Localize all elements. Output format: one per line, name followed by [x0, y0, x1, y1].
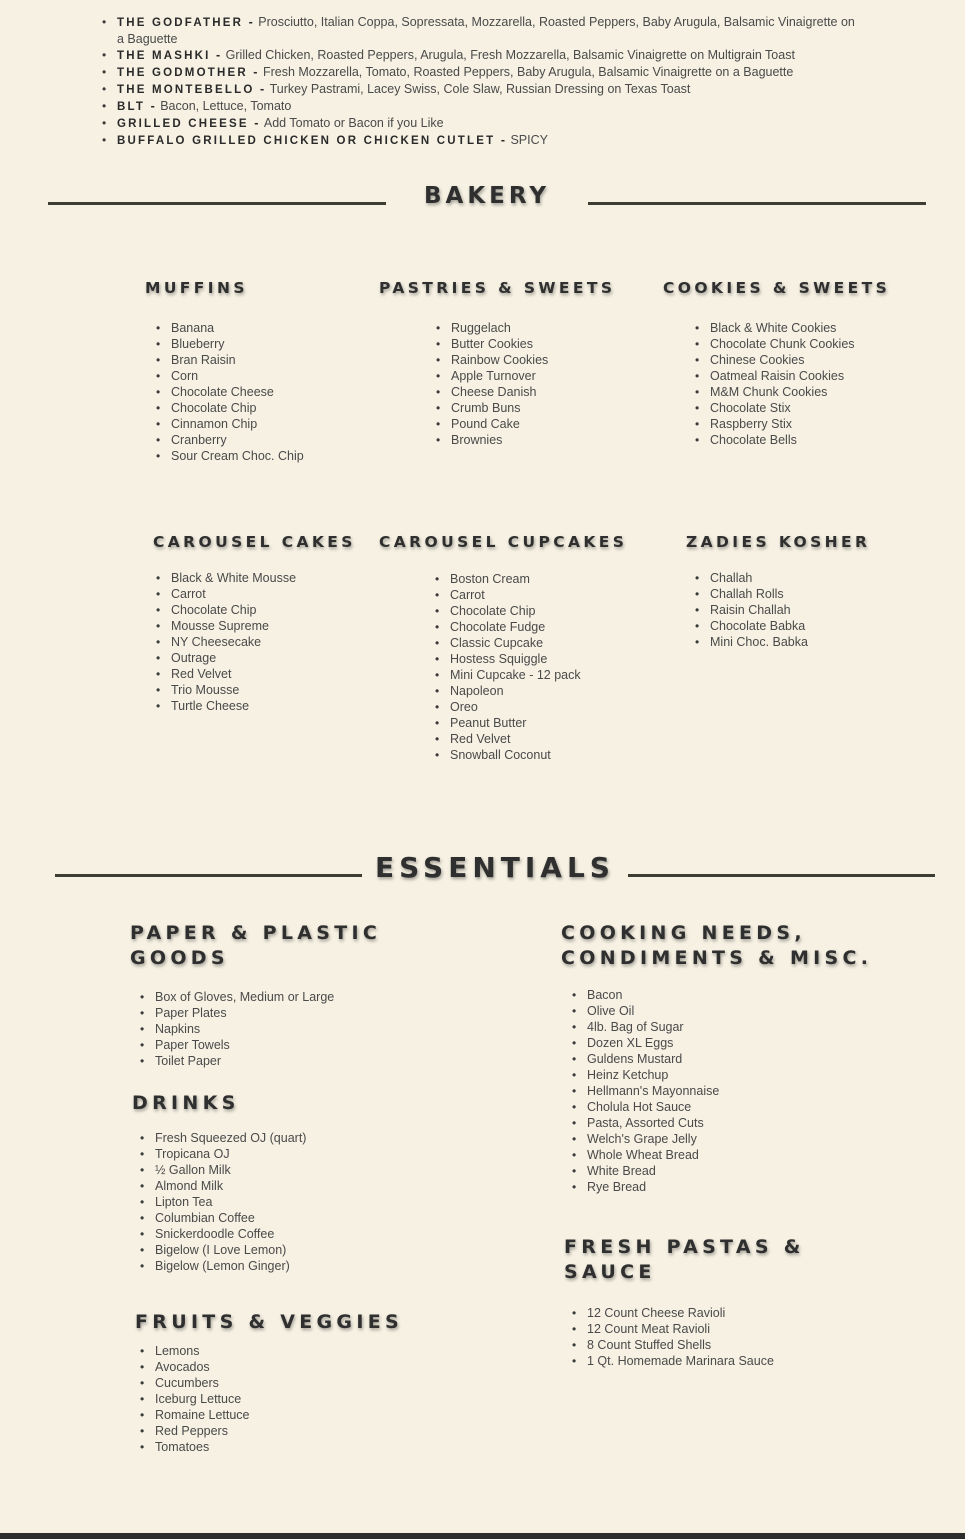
- footer-bar: [0, 1533, 965, 1539]
- pastries-title: PASTRIES & SWEETS: [379, 279, 616, 297]
- bakery-title: BAKERY: [424, 183, 550, 209]
- list-item: • Challah Rolls: [710, 586, 910, 602]
- list-item: • Oreo: [450, 699, 650, 715]
- muffins-list: [171, 320, 371, 464]
- sandwich-separator: -: [497, 133, 509, 147]
- sandwich-description: Prosciutto, Italian Coppa, Sopressata, Mozzarella, Roasted Peppers, Baby Arugula, Balsamic Vinaigrette on a Baguette: [117, 15, 855, 46]
- list-item: • Peanut Butter: [450, 715, 650, 731]
- fruits-veggies-title: FRUITS & VEGGIES: [135, 1311, 403, 1333]
- list-item: • Bacon: [587, 987, 887, 1003]
- list-item: • Chocolate Chip: [171, 400, 371, 416]
- list-item: • Lemons: [155, 1343, 455, 1359]
- list-item: • 4lb. Bag of Sugar: [587, 1019, 887, 1035]
- sandwich-name: THE MONTEBELLO: [117, 84, 255, 96]
- paper-plastic-title: [130, 921, 381, 971]
- sandwich-item: [117, 14, 857, 47]
- fresh-pastas-list: [587, 1305, 887, 1369]
- bakery-rule-left: [48, 202, 386, 205]
- list-item: • Red Velvet: [450, 731, 650, 747]
- list-item: • Iceburg Lettuce: [155, 1391, 455, 1407]
- list-item: • Sour Cream Choc. Chip: [171, 448, 371, 464]
- sandwich-description: Bacon, Lettuce, Tomato: [160, 99, 292, 113]
- list-item: • Pasta, Assorted Cuts: [587, 1115, 887, 1131]
- fresh-pastas-title-line2: SAUCE: [564, 1261, 656, 1283]
- list-item: • Romaine Lettuce: [155, 1407, 455, 1423]
- list-item: • Chinese Cookies: [710, 352, 930, 368]
- list-item: • Turtle Cheese: [171, 698, 371, 714]
- muffins-title: MUFFINS: [145, 279, 248, 297]
- list-item: • 12 Count Meat Ravioli: [587, 1321, 887, 1337]
- sandwich-separator: -: [256, 82, 268, 96]
- sandwich-item: [117, 115, 857, 132]
- list-item: • Paper Towels: [155, 1037, 455, 1053]
- list-item: • Bigelow (Lemon Ginger): [155, 1258, 455, 1274]
- sandwich-description: Turkey Pastrami, Lacey Swiss, Cole Slaw, Russian Dressing on Texas Toast: [269, 82, 691, 96]
- list-item: • Chocolate Cheese: [171, 384, 371, 400]
- essentials-rule-left: [55, 874, 362, 877]
- list-item: • Almond Milk: [155, 1178, 455, 1194]
- list-item: • 1 Qt. Homemade Marinara Sauce: [587, 1353, 887, 1369]
- cupcakes-title: CAROUSEL CUPCAKES: [379, 533, 628, 551]
- list-item: • Crumb Buns: [451, 400, 651, 416]
- list-item: • Welch's Grape Jelly: [587, 1131, 887, 1147]
- cakes-title: CAROUSEL CAKES: [153, 533, 356, 551]
- sandwich-item: [117, 81, 857, 98]
- sandwich-item: [117, 64, 857, 81]
- list-item: • Classic Cupcake: [450, 635, 650, 651]
- list-item: • Raspberry Stix: [710, 416, 930, 432]
- kosher-list: [710, 570, 910, 650]
- cakes-list: [171, 570, 371, 714]
- list-item: • Red Velvet: [171, 666, 371, 682]
- list-item: • Snickerdoodle Coffee: [155, 1226, 455, 1242]
- list-item: • Brownies: [451, 432, 651, 448]
- list-item: • Guldens Mustard: [587, 1051, 887, 1067]
- sandwich-description: SPICY: [510, 133, 548, 147]
- list-item: • Chocolate Babka: [710, 618, 910, 634]
- sandwich-name: BUFFALO GRILLED CHICKEN OR CHICKEN CUTLET: [117, 135, 496, 147]
- sandwich-name: THE GODMOTHER: [117, 67, 248, 79]
- list-item: • 8 Count Stuffed Shells: [587, 1337, 887, 1353]
- list-item: • Red Peppers: [155, 1423, 455, 1439]
- paper-plastic-list: [155, 989, 455, 1069]
- paper-plastic-title-line2: GOODS: [130, 947, 229, 969]
- list-item: • Columbian Coffee: [155, 1210, 455, 1226]
- list-item: • Chocolate Bells: [710, 432, 930, 448]
- list-item: • Toilet Paper: [155, 1053, 455, 1069]
- bakery-rule-right: [588, 202, 926, 205]
- list-item: • 12 Count Cheese Ravioli: [587, 1305, 887, 1321]
- list-item: • Heinz Ketchup: [587, 1067, 887, 1083]
- list-item: • White Bread: [587, 1163, 887, 1179]
- list-item: • Chocolate Stix: [710, 400, 930, 416]
- list-item: • Blueberry: [171, 336, 371, 352]
- list-item: • Apple Turnover: [451, 368, 651, 384]
- list-item: • Dozen XL Eggs: [587, 1035, 887, 1051]
- list-item: • Paper Plates: [155, 1005, 455, 1021]
- list-item: • Bigelow (I Love Lemon): [155, 1242, 455, 1258]
- list-item: • Whole Wheat Bread: [587, 1147, 887, 1163]
- sandwich-description: Add Tomato or Bacon if you Like: [263, 116, 444, 130]
- essentials-title: ESSENTIALS: [375, 851, 615, 884]
- essentials-rule-right: [628, 874, 935, 877]
- list-item: • Mini Choc. Babka: [710, 634, 910, 650]
- list-item: • Napoleon: [450, 683, 650, 699]
- list-item: • Lipton Tea: [155, 1194, 455, 1210]
- list-item: • Hellmann's Mayonnaise: [587, 1083, 887, 1099]
- cookies-list: [710, 320, 930, 448]
- list-item: • Chocolate Fudge: [450, 619, 650, 635]
- list-item: • Carrot: [450, 587, 650, 603]
- list-item: • Challah: [710, 570, 910, 586]
- list-item: • Cinnamon Chip: [171, 416, 371, 432]
- sandwich-separator: -: [249, 65, 261, 79]
- cooking-needs-title: [561, 921, 872, 971]
- sandwich-item: [117, 132, 857, 149]
- fresh-pastas-title-line1: FRESH PASTAS &: [564, 1236, 805, 1258]
- list-item: • Carrot: [171, 586, 371, 602]
- list-item: • Fresh Squeezed OJ (quart): [155, 1130, 455, 1146]
- list-item: • Bran Raisin: [171, 352, 371, 368]
- fresh-pastas-title: [564, 1235, 805, 1285]
- list-item: • Chocolate Chunk Cookies: [710, 336, 930, 352]
- list-item: • M&M Chunk Cookies: [710, 384, 930, 400]
- sandwich-name: BLT: [117, 101, 146, 113]
- kosher-title: ZADIES KOSHER: [686, 533, 871, 551]
- list-item: • Napkins: [155, 1021, 455, 1037]
- sandwich-description: Grilled Chicken, Roasted Peppers, Arugula, Fresh Mozzarella, Balsamic Vinaigrette on Multigrain Toast: [225, 48, 795, 62]
- list-item: • NY Cheesecake: [171, 634, 371, 650]
- drinks-list: [155, 1130, 455, 1274]
- fruits-veggies-list: [155, 1343, 455, 1455]
- cooking-needs-title-line1: COOKING NEEDS,: [561, 922, 806, 944]
- list-item: • Box of Gloves, Medium or Large: [155, 989, 455, 1005]
- list-item: • Rye Bread: [587, 1179, 887, 1195]
- list-item: • Boston Cream: [450, 571, 650, 587]
- list-item: • Mousse Supreme: [171, 618, 371, 634]
- list-item: • Tropicana OJ: [155, 1146, 455, 1162]
- sandwich-item: [117, 47, 857, 64]
- sandwich-name: THE GODFATHER: [117, 17, 244, 29]
- list-item: • Trio Mousse: [171, 682, 371, 698]
- list-item: • Outrage: [171, 650, 371, 666]
- list-item: • Corn: [171, 368, 371, 384]
- list-item: • Banana: [171, 320, 371, 336]
- list-item: • Black & White Mousse: [171, 570, 371, 586]
- list-item: • Chocolate Chip: [171, 602, 371, 618]
- list-item: • Oatmeal Raisin Cookies: [710, 368, 930, 384]
- list-item: • Cranberry: [171, 432, 371, 448]
- list-item: • Cholula Hot Sauce: [587, 1099, 887, 1115]
- sandwich-separator: -: [147, 99, 159, 113]
- list-item: • Hostess Squiggle: [450, 651, 650, 667]
- list-item: • Rainbow Cookies: [451, 352, 651, 368]
- list-item: • Pound Cake: [451, 416, 651, 432]
- sandwich-separator: -: [245, 15, 257, 29]
- sandwich-separator: -: [212, 48, 224, 62]
- sandwich-list: [117, 14, 857, 149]
- list-item: • Butter Cookies: [451, 336, 651, 352]
- cupcakes-list: [450, 571, 650, 763]
- list-item: • ½ Gallon Milk: [155, 1162, 455, 1178]
- sandwich-description: Fresh Mozzarella, Tomato, Roasted Peppers, Baby Arugula, Balsamic Vinaigrette on a Baguette: [262, 65, 794, 79]
- list-item: • Cucumbers: [155, 1375, 455, 1391]
- list-item: • Black & White Cookies: [710, 320, 930, 336]
- list-item: • Tomatoes: [155, 1439, 455, 1455]
- cooking-needs-title-line2: CONDIMENTS & MISC.: [561, 947, 873, 969]
- drinks-title: DRINKS: [132, 1092, 240, 1114]
- list-item: • Cheese Danish: [451, 384, 651, 400]
- list-item: • Chocolate Chip: [450, 603, 650, 619]
- list-item: • Mini Cupcake - 12 pack: [450, 667, 650, 683]
- cooking-needs-list: [587, 987, 887, 1195]
- sandwich-item: [117, 98, 857, 115]
- list-item: • Snowball Coconut: [450, 747, 650, 763]
- paper-plastic-title-line1: PAPER & PLASTIC: [130, 922, 382, 944]
- sandwich-name: THE MASHKI: [117, 50, 211, 62]
- pastries-list: [451, 320, 651, 448]
- sandwich-name: GRILLED CHEESE: [117, 118, 249, 130]
- sandwich-separator: -: [250, 116, 262, 130]
- list-item: • Ruggelach: [451, 320, 651, 336]
- list-item: • Avocados: [155, 1359, 455, 1375]
- list-item: • Olive Oil: [587, 1003, 887, 1019]
- cookies-title: COOKIES & SWEETS: [663, 279, 891, 297]
- list-item: • Raisin Challah: [710, 602, 910, 618]
